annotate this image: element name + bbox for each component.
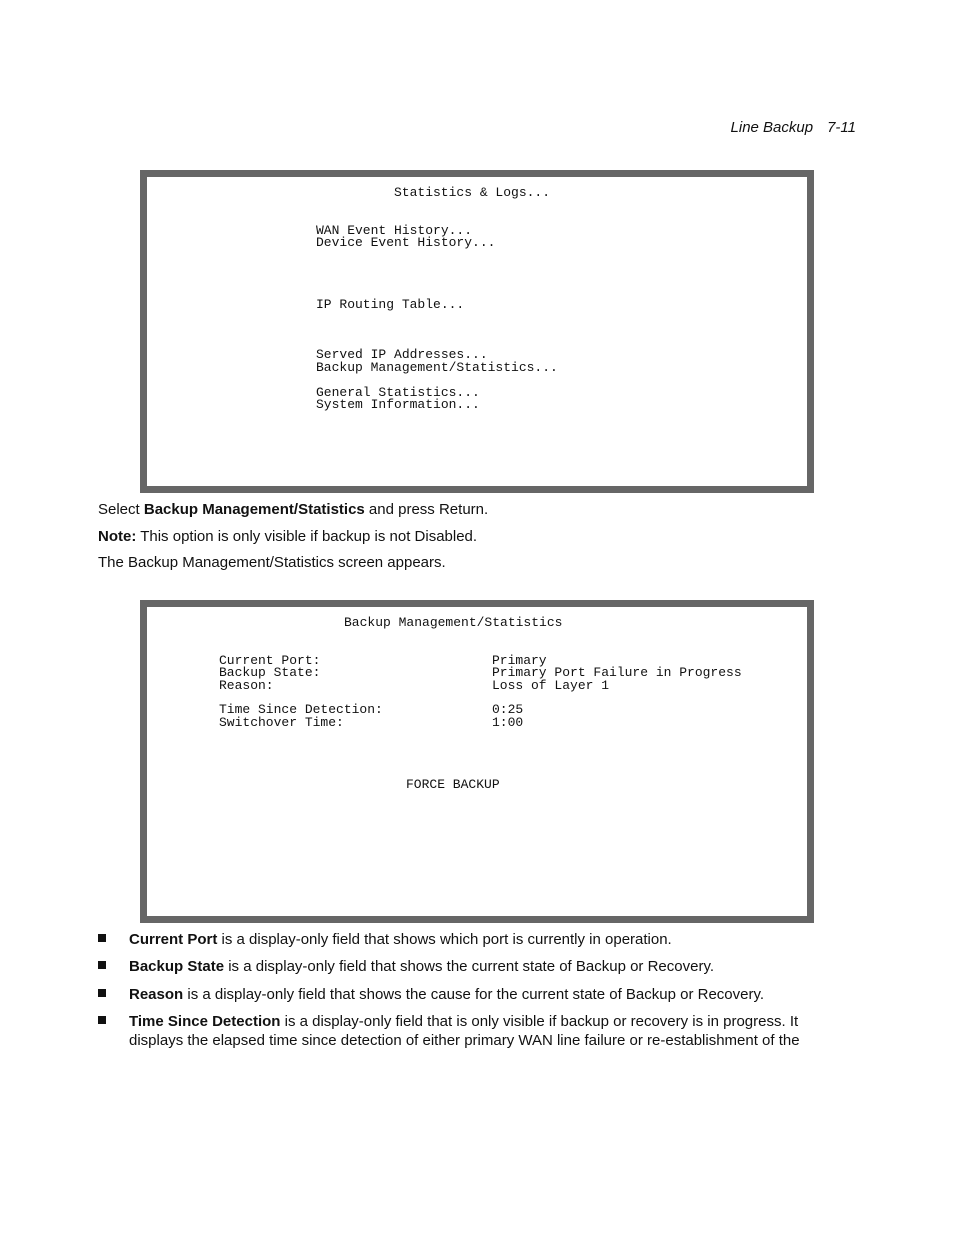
note-paragraph: Note: This option is only visible if backup is not Disabled. — [98, 528, 478, 545]
bullet-term: Current Port — [129, 931, 218, 948]
select-instruction: Select Backup Management/Statistics and press Return. — [98, 501, 489, 518]
screen-appears-text: The Backup Management/Statistics screen appears. — [98, 554, 446, 571]
note-label: Note: — [98, 528, 137, 545]
field-label-backup-state: Backup State: — [219, 665, 321, 680]
menu-item-device-event-history[interactable]: Device Event History... — [316, 235, 496, 250]
select-target: Backup Management/Statistics — [143, 501, 365, 518]
field-value-switchover-time: 1:00 — [492, 715, 524, 730]
menu-item-served-ip-addresses[interactable]: Served IP Addresses... — [316, 347, 488, 362]
menu-item-system-information[interactable]: System Information... — [316, 397, 480, 412]
field-value-time-since-detection: 0:25 — [492, 702, 524, 717]
bullet-square-icon — [98, 961, 106, 969]
menu-item-ip-routing-table[interactable]: IP Routing Table... — [316, 297, 465, 312]
menu-item-backup-management-statistics[interactable]: Backup Management/Statistics... — [316, 360, 558, 375]
page-header — [731, 119, 856, 136]
bullet-square-icon — [98, 1016, 106, 1024]
field-label-reason: Reason: — [219, 678, 274, 693]
field-label-switchover-time: Switchover Time: — [219, 715, 344, 730]
bullet-square-icon — [98, 934, 106, 942]
field-value-reason: Loss of Layer 1 — [492, 678, 610, 693]
field-label-current-port: Current Port: — [219, 653, 321, 668]
menu-item-wan-event-history[interactable]: WAN Event History... — [316, 223, 473, 238]
screen-title: Backup Management/Statistics — [344, 615, 563, 630]
screen-title: Statistics & Logs... — [394, 185, 551, 200]
header-page-number: 7-11 — [827, 119, 856, 136]
field-value-current-port: Primary — [492, 653, 547, 668]
backup-management-screen — [140, 600, 814, 923]
bullet-term: Time Since Detection — [129, 1013, 281, 1030]
bullet-term: Reason — [129, 986, 184, 1003]
statistics-logs-screen — [140, 170, 814, 493]
header-section: Line Backup — [730, 119, 814, 136]
field-label-time-since-detection: Time Since Detection: — [219, 702, 383, 717]
force-backup-button[interactable]: FORCE BACKUP — [406, 777, 500, 792]
field-value-backup-state: Primary Port Failure in Progress — [492, 665, 742, 680]
bullet-square-icon — [98, 989, 106, 997]
menu-item-general-statistics[interactable]: General Statistics... — [316, 385, 480, 400]
bullet-term: Backup State — [129, 958, 225, 975]
